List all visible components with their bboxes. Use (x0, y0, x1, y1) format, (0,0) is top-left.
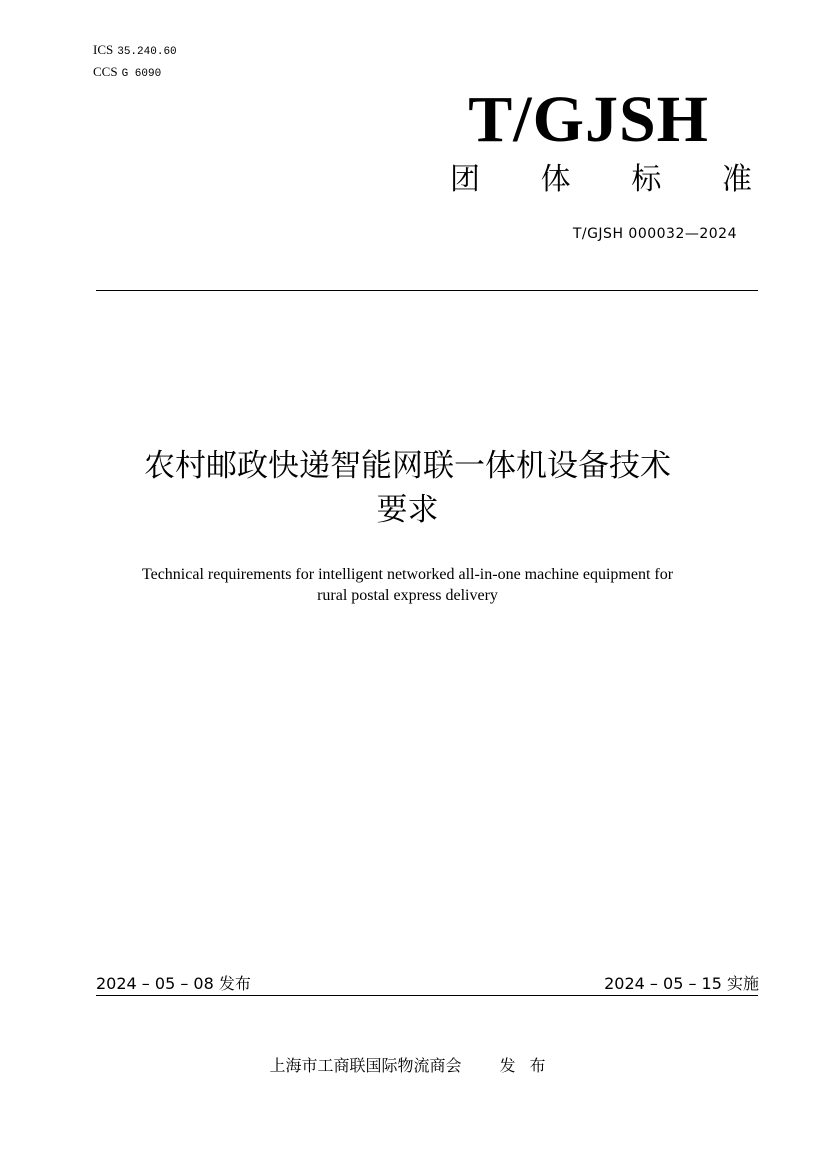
standard-type-char: 团 (450, 162, 480, 197)
ics-label: ICS (93, 42, 114, 57)
ics-line (93, 40, 177, 62)
english-title-line1: Technical requirements for intelligent networked all-in-one machine equipment for (141, 566, 674, 583)
publisher-action-char: 发 (499, 1056, 516, 1075)
ics-code: 35.240.60 (117, 46, 177, 58)
publisher-line (0, 1053, 815, 1076)
english-title (60, 564, 755, 606)
chinese-title-line2: 要求 (376, 492, 439, 528)
standard-logo: T/GJSH (468, 83, 709, 156)
classification-codes (93, 40, 177, 84)
publish-date: 2024 – 05 – 08 发布 (96, 974, 251, 993)
ccs-line (93, 62, 177, 84)
english-title-line2: rural postal express delivery (317, 587, 498, 604)
publisher-action-char: 布 (529, 1056, 546, 1075)
top-divider (96, 290, 758, 291)
standard-number: T/GJSH 000032—2024 (572, 226, 737, 242)
bottom-divider (96, 995, 758, 996)
chinese-title (60, 444, 755, 532)
ccs-label: CCS (93, 64, 118, 79)
publisher-name: 上海市工商联国际物流商会 (269, 1056, 462, 1075)
standard-type-char: 准 (721, 162, 752, 197)
implement-date: 2024 – 05 – 15 实施 (604, 974, 759, 993)
standard-type (450, 160, 752, 200)
standard-type-char: 体 (540, 162, 571, 197)
ccs-code: G 6090 (121, 68, 162, 80)
chinese-title-line1: 农村邮政快递智能网联一体机设备技术 (144, 448, 671, 484)
standard-type-char: 标 (631, 162, 662, 197)
